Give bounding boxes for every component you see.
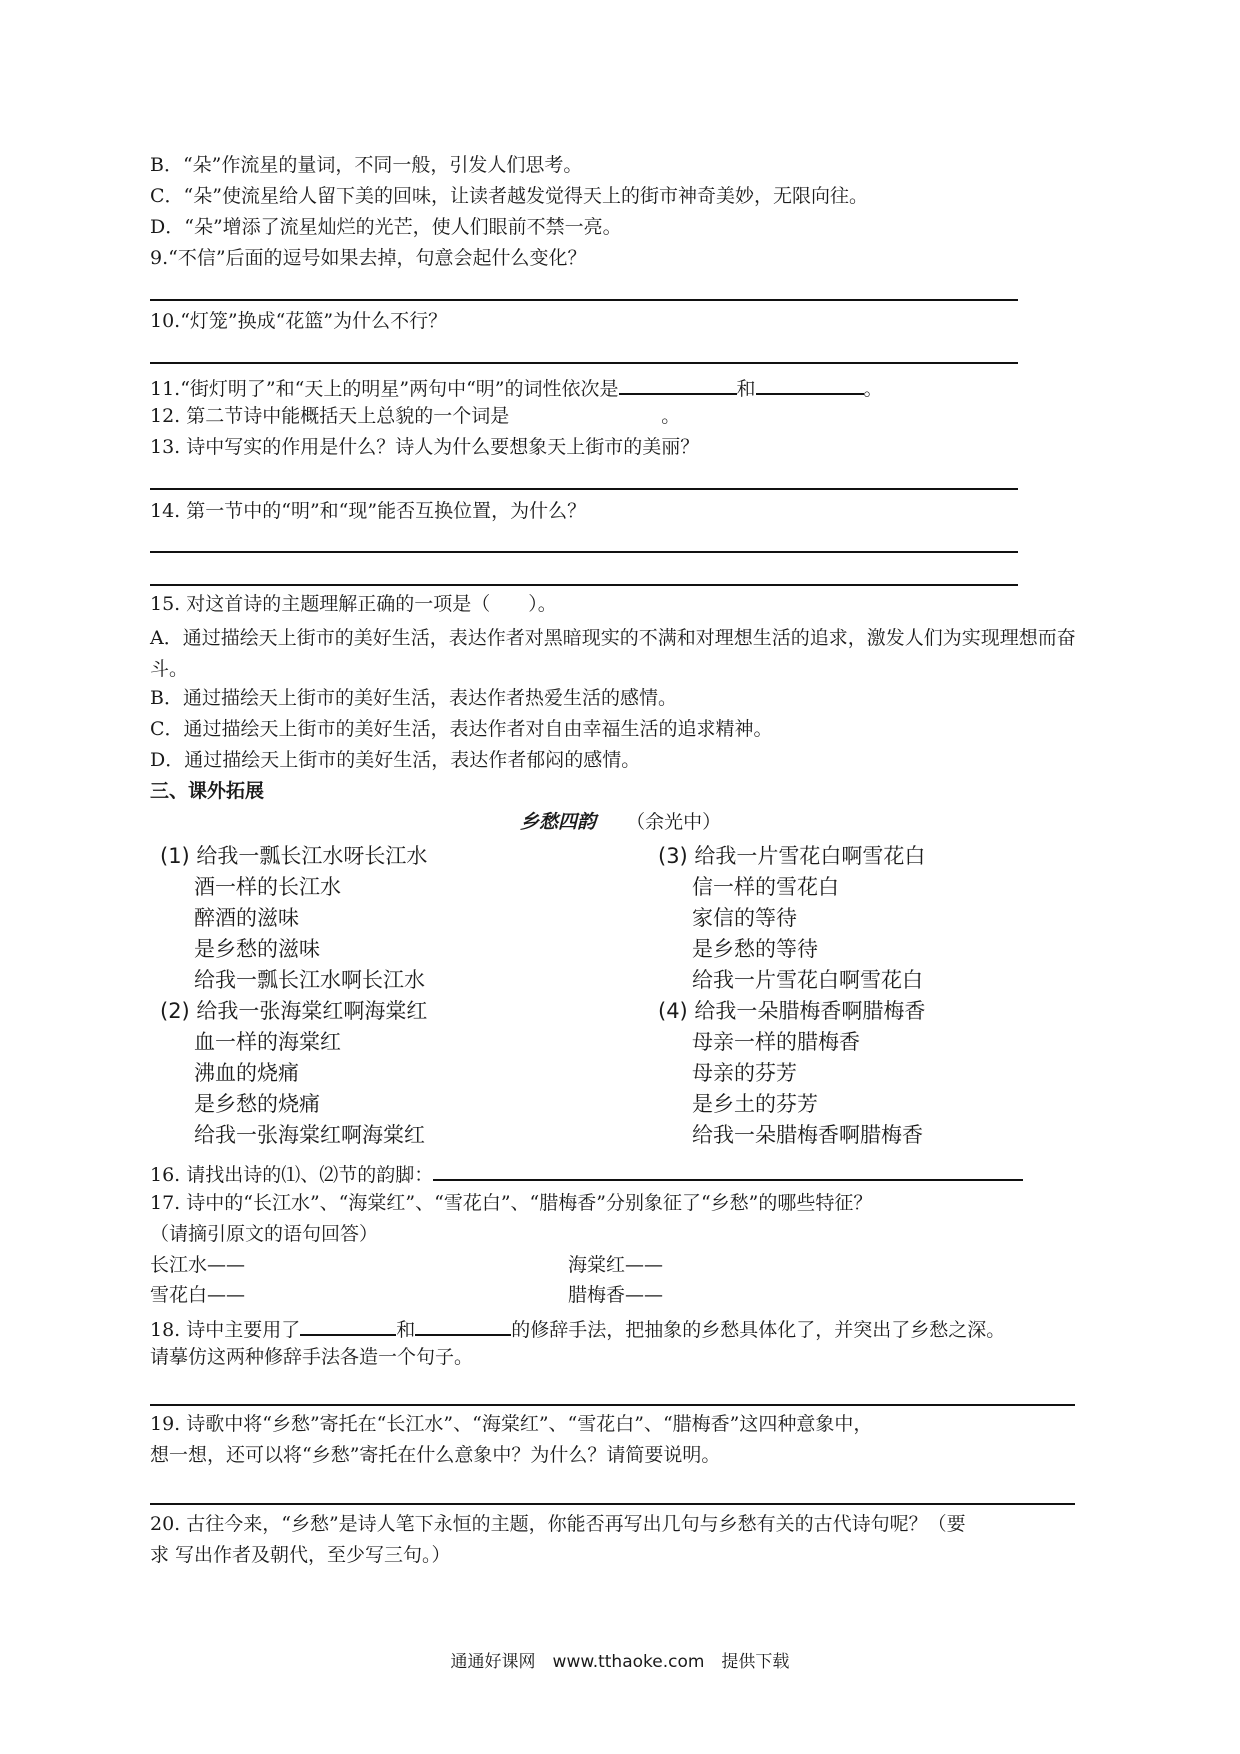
stanza-4-line-4: 是乡土的芬芳 xyxy=(692,1092,818,1116)
poem-title-line xyxy=(520,810,721,834)
answer-line-14b[interactable] xyxy=(150,584,1018,586)
q18-and: 和 xyxy=(396,1319,416,1341)
q18-blank-2[interactable] xyxy=(415,1314,511,1336)
stanza-2-line-2: 血一样的海棠红 xyxy=(194,1030,341,1054)
answer-line-9[interactable] xyxy=(150,299,1018,301)
stanza-1-line-1: (1) 给我一瓢长江水呀长江水 xyxy=(160,844,428,868)
question-11 xyxy=(150,373,883,401)
stanza-1-line-3: 醉酒的滋味 xyxy=(194,906,299,930)
poem-author: （余光中） xyxy=(626,811,722,833)
q11-blank-1[interactable] xyxy=(619,373,737,395)
q15-option-b: B．通过描绘天上街市的美好生活，表达作者热爱生活的感情。 xyxy=(150,687,677,709)
question-20-line-2: 求 写出作者及朝代，至少写三句。） xyxy=(150,1544,451,1566)
q11-and: 和 xyxy=(736,378,756,400)
q16-text: 16. 请找出诗的⑴、⑵节的韵脚： xyxy=(150,1164,434,1186)
answer-line-10[interactable] xyxy=(150,362,1018,364)
q15-option-c: C．通过描绘天上街市的美好生活，表达作者对自由幸福生活的追求精神。 xyxy=(150,718,773,740)
question-19: 19. 诗歌中将“乡愁”寄托在“长江水”、“海棠红”、“雪花白”、“腊梅香”这四种意象中， xyxy=(150,1413,873,1435)
q17-answer-xuehua: 雪花白—— xyxy=(150,1284,246,1306)
question-9: 9.“不信”后面的逗号如果去掉，句意会起什么变化？ xyxy=(150,247,587,269)
stanza-2-line-3: 沸血的烧痛 xyxy=(194,1061,299,1085)
stanza-2-line-5: 给我一张海棠红啊海棠红 xyxy=(194,1123,425,1147)
question-18 xyxy=(150,1314,1005,1342)
stanza-3-line-1: (3) 给我一片雪花白啊雪花白 xyxy=(658,844,926,868)
q15-option-a: A．通过描绘天上街市的美好生活，表达作者对黑暗现实的不满和对理想生活的追求，激发人们为实现理想而奋斗。 xyxy=(150,627,1076,680)
answer-line-14a[interactable] xyxy=(150,551,1018,553)
q8-option-c: C．“朵”使流星给人留下美的回味，让读者越发觉得天上的街市神奇美妙，无限向往。 xyxy=(150,185,868,207)
poem-title: 乡愁四韵 xyxy=(520,811,597,833)
question-12 xyxy=(150,404,680,428)
question-16 xyxy=(150,1159,1023,1187)
question-13: 13. 诗中写实的作用是什么？诗人为什么要想象天上街市的美丽？ xyxy=(150,436,700,458)
stanza-3-line-3: 家信的等待 xyxy=(692,906,797,930)
q11-end: 。 xyxy=(863,378,883,400)
q11-blank-2[interactable] xyxy=(756,373,864,395)
q8-option-d: D．“朵”增添了流星灿烂的光芒，使人们眼前不禁一亮。 xyxy=(150,216,622,238)
section-heading: 三、课外拓展 xyxy=(150,780,265,802)
stanza-4-line-3: 母亲的芬芳 xyxy=(692,1061,797,1085)
q17-answer-lamei: 腊梅香—— xyxy=(568,1284,664,1306)
stanza-2-line-1: (2) 给我一张海棠红啊海棠红 xyxy=(160,999,428,1023)
page-footer: 通通好课网 www.tthaoke.com 提供下载 xyxy=(450,1652,790,1672)
answer-line-13[interactable] xyxy=(150,488,1018,490)
q18-text: 18. 诗中主要用了 xyxy=(150,1319,301,1341)
question-14: 14. 第一节中的“明”和“现”能否互换位置，为什么？ xyxy=(150,500,587,522)
stanza-3-line-2: 信一样的雪花白 xyxy=(692,875,839,899)
question-18-line-2: 请摹仿这两种修辞手法各造一个句子。 xyxy=(150,1346,474,1368)
question-17-note: （请摘引原文的语句回答） xyxy=(150,1223,379,1245)
stanza-3-line-4: 是乡愁的等待 xyxy=(692,937,818,961)
stanza-4-line-2: 母亲一样的腊梅香 xyxy=(692,1030,860,1054)
question-10: 10.“灯笼”换成“花篮”为什么不行？ xyxy=(150,310,448,332)
stanza-1-line-4: 是乡愁的滋味 xyxy=(194,937,320,961)
q15-option-d: D．通过描绘天上街市的美好生活，表达作者郁闷的感情。 xyxy=(150,749,641,771)
q12-text: 12. 第二节诗中能概括天上总貌的一个词是 xyxy=(150,405,510,427)
q17-answer-haitang: 海棠红—— xyxy=(568,1254,664,1276)
question-17: 17. 诗中的“长江水”、“海棠红”、“雪花白”、“腊梅香”分别象征了“乡愁”的哪些特征？ xyxy=(150,1192,873,1214)
question-20: 20. 古往今来，“乡愁”是诗人笔下永恒的主题，你能否再写出几句与乡愁有关的古代诗句呢？（要 xyxy=(150,1513,966,1535)
q17-answer-changjiang: 长江水—— xyxy=(150,1254,246,1276)
stanza-1-line-5: 给我一瓢长江水啊长江水 xyxy=(194,968,425,992)
stanza-1-line-2: 酒一样的长江水 xyxy=(194,875,341,899)
q18-rest: 的修辞手法，把抽象的乡愁具体化了，并突出了乡愁之深。 xyxy=(511,1319,1006,1341)
stanza-2-line-4: 是乡愁的烧痛 xyxy=(194,1092,320,1116)
stanza-4-line-5: 给我一朵腊梅香啊腊梅香 xyxy=(692,1123,923,1147)
q12-end: 。 xyxy=(661,405,681,427)
question-19-line-2: 想一想，还可以将“乡愁”寄托在什么意象中？为什么？请简要说明。 xyxy=(150,1444,721,1466)
answer-line-19[interactable] xyxy=(150,1503,1075,1505)
q11-text: 11.“街灯明了”和“天上的明星”两句中“明”的词性依次是 xyxy=(150,378,619,400)
stanza-3-line-5: 给我一片雪花白啊雪花白 xyxy=(692,968,923,992)
stanza-4-line-1: (4) 给我一朵腊梅香啊腊梅香 xyxy=(658,999,926,1023)
q8-option-b: B．“朵”作流星的量词，不同一般，引发人们思考。 xyxy=(150,154,583,176)
answer-line-18[interactable] xyxy=(150,1404,1075,1406)
question-15: 15. 对这首诗的主题理解正确的一项是（ ）。 xyxy=(150,593,557,615)
q16-blank[interactable] xyxy=(433,1159,1023,1181)
q18-blank-1[interactable] xyxy=(300,1314,396,1336)
